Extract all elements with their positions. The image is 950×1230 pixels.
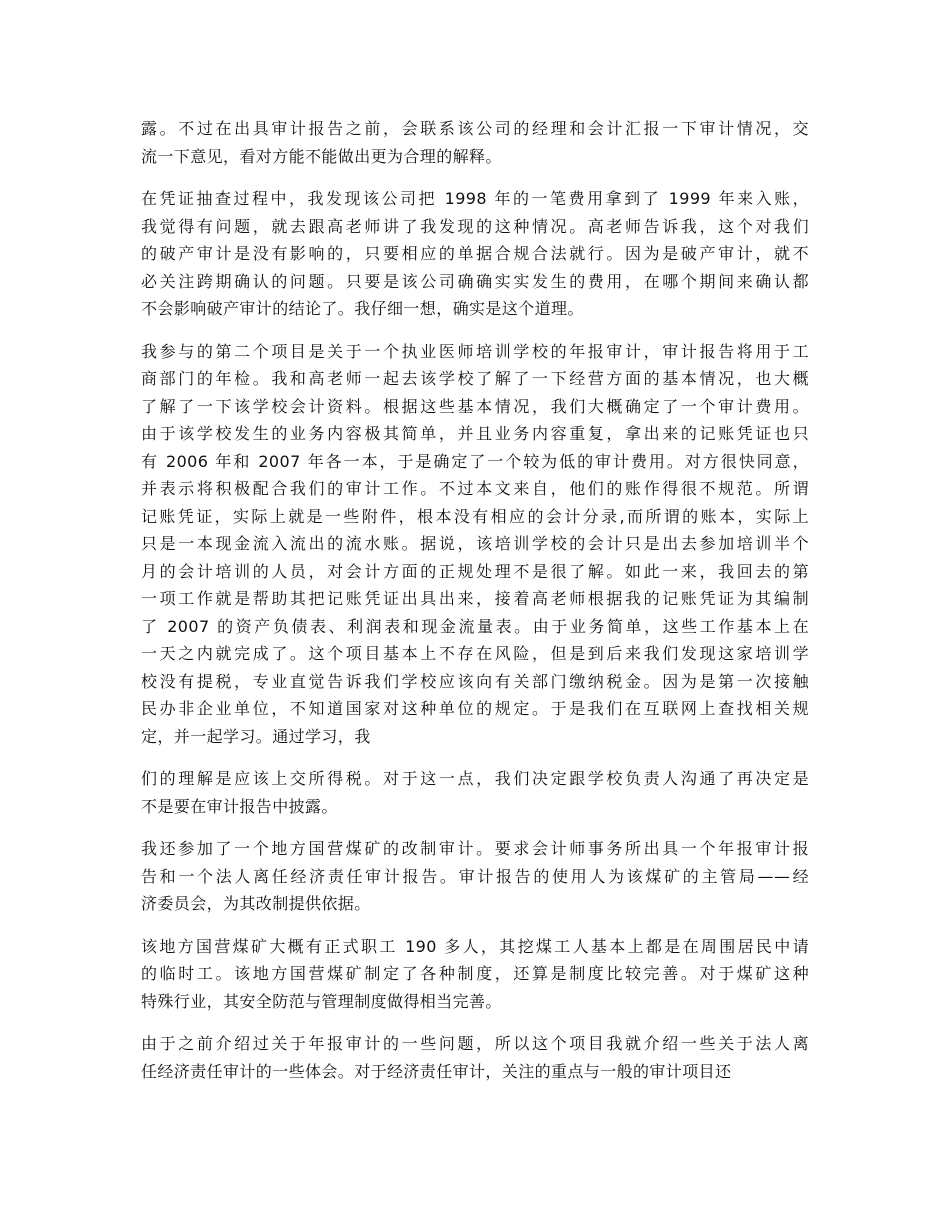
text-line: 我觉得有问题，就去跟高老师讲了我发现的这种情况。高老师告诉我，这个对我们 (141, 216, 809, 236)
text-line: 告和一个法人离任经济责任审计报告。审计报告的使用人为该煤矿的主管局——经 (141, 866, 809, 886)
text-line: 任经济责任审计的一些体会。对于经济责任审计，关注的重点与一般的审计项目还 (141, 1061, 732, 1081)
text-line: 们的理解是应该上交所得税。对于这一点，我们决定跟学校负责人沟通了再决定是 (141, 769, 809, 788)
text-line: 由于之前介绍过关于年报审计的一些问题，所以这个项目我就介绍一些关于法人离 (141, 1034, 809, 1053)
text-line: 露。不过在出具审计报告之前，会联系该公司的经理和会计汇报一下审计情况，交 (141, 119, 809, 138)
paragraph (141, 185, 809, 323)
text-line: 校没有提税，专业直觉告诉我们学校应该向有关部门缴纳税金。因为是第一次接触 (141, 671, 809, 691)
text-line: 了解了一下该学校会计资料。根据这些基本情况，我们大概确定了一个审计费用。 (141, 396, 809, 416)
text-line: 了 2007 的资产负债表、利润表和现金流量表。由于业务简单，这些工作基本上在 (141, 616, 809, 636)
paragraph (141, 835, 809, 918)
text-line: 记账凭证，实际上就是一些附件，根本没有相应的会计分录,而所谓的账本，实际上 (141, 506, 809, 526)
text-line: 商部门的年检。我和高老师一起去该学校了解了一下经营方面的基本情况，也大概 (141, 369, 809, 388)
text-line: 只是一本现金流入流出的流水账。据说，该培训学校的会计只是出去参加培训半个 (141, 534, 809, 553)
text-line: 的破产审计是没有影响的，只要相应的单据合规合法就行。因为是破产审计，就不 (141, 244, 809, 263)
text-line: 一项工作就是帮助其把记账凭证出具出来，接着高老师根据我的记账凭证为其编制 (141, 589, 809, 608)
text-line: 不是要在审计报告中披露。 (141, 796, 338, 816)
text-line: 一天之内就完成了。这个项目基本上不存在风险，但是到后来我们发现这家培训学 (141, 644, 809, 663)
text-line: 我还参加了一个地方国营煤矿的改制审计。要求会计师事务所出具一个年报审计报 (141, 839, 809, 858)
text-line: 的临时工。该地方国营煤矿制定了各种制度，还算是制度比较完善。对于煤矿这种 (141, 964, 809, 983)
text-line: 我参与的第二个项目是关于一个执业医师培训学校的年报审计，审计报告将用于工 (141, 341, 809, 361)
text-line: 定，并一起学习。通过学习，我 (141, 726, 371, 746)
text-line: 不会影响破产审计的结论了。我仔细一想，确实是这个道理。 (141, 299, 584, 318)
paragraph (141, 933, 809, 1016)
text-line: 必关注跨期确认的问题。只要是该公司确确实实发生的费用，在哪个期间来确认都 (141, 271, 809, 291)
text-line: 济委员会，为其改制提供依据。 (141, 894, 371, 913)
paragraph (141, 115, 809, 170)
text-line: 月的会计培训的人员，对会计方面的正规处理不是很了解。如此一来，我回去的第 (141, 561, 809, 581)
text-line: 并表示将积极配合我们的审计工作。不过本文来自，他们的账作得很不规范。所谓 (141, 479, 809, 498)
paragraph (141, 765, 809, 820)
text-line: 在凭证抽查过程中，我发现该公司把 1998 年的一笔费用拿到了 1999 年来入账， (141, 189, 809, 208)
paragraph (141, 1030, 809, 1085)
text-line: 由于该学校发生的业务内容极其简单，并且业务内容重复，拿出来的记账凭证也只 (141, 424, 809, 443)
text-line: 特殊行业，其安全防范与管理制度做得相当完善。 (141, 991, 502, 1011)
document-body (141, 115, 809, 1100)
text-line: 流一下意见，看对方能不能做出更为合理的解释。 (141, 146, 502, 166)
paragraph (141, 338, 809, 751)
text-line: 民办非企业单位，不知道国家对这种单位的规定。于是我们在互联网上查找相关规 (141, 699, 809, 718)
text-line: 该地方国营煤矿大概有正式职工 190 多人，其挖煤工人基本上都是在周围居民中请 (141, 936, 809, 956)
text-line: 有 2006 年和 2007 年各一本，于是确定了一个较为低的审计费用。对方很快同意， (141, 451, 809, 471)
